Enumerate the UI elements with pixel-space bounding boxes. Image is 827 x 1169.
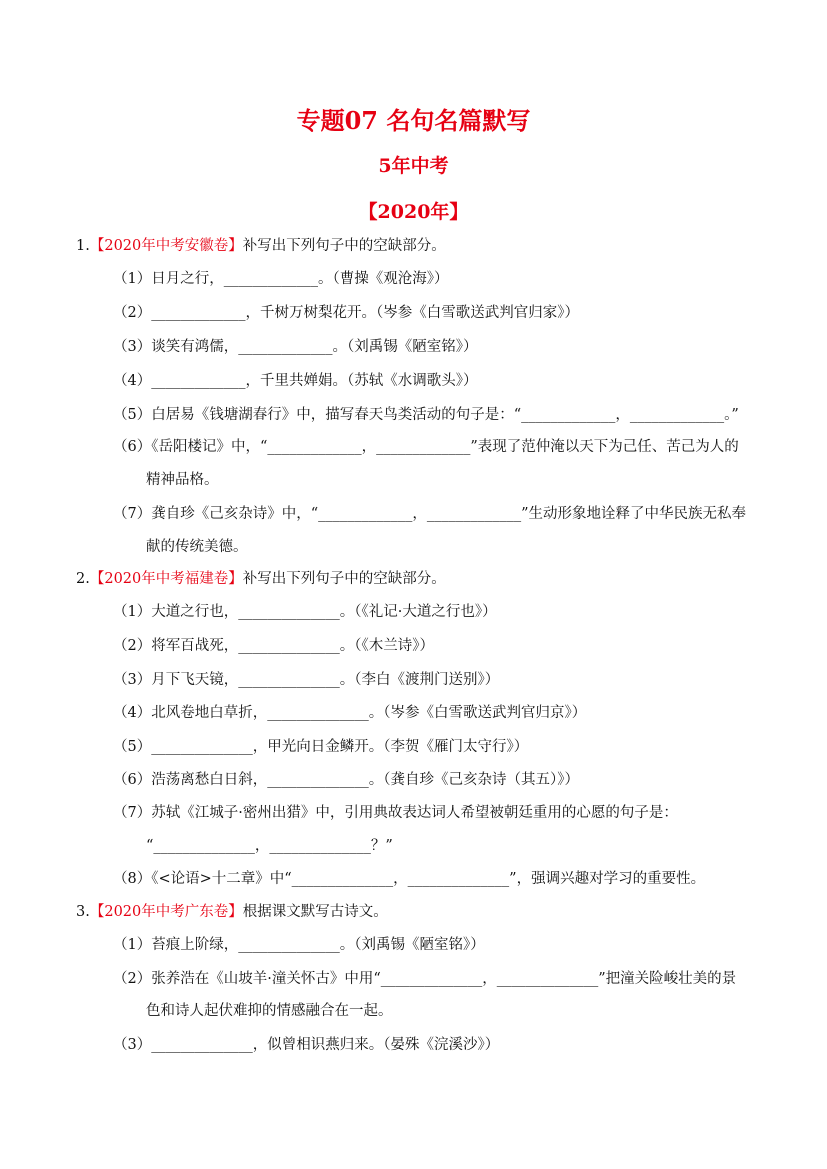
- question-item-continuation: 色和诗人起伏难抑的情感融合在一起。: [146, 1003, 393, 1019]
- page-subtitle: 5年中考: [378, 155, 449, 177]
- question-source: 【2020年中考安徽卷】: [89, 238, 243, 254]
- question-number: 3.: [76, 904, 90, 920]
- question-item: （5）白居易《钱塘湖春行》中，描写春天鸟类活动的句子是：“_____________，_____________。”: [113, 407, 739, 423]
- question-2-heading: [0, 568, 827, 590]
- question-item: （4）_____________，千里共婵娟。（苏轼《水调歌头》）: [113, 373, 478, 389]
- question-item: （5）______________，甲光向日金鳞开。（李贺《雁门太守行》）: [113, 739, 529, 755]
- question-item: （8）《<论语>十二章》中“______________，______________”，强调兴趣对学习的重要性。: [113, 871, 706, 887]
- question-item: （3）______________，似曾相识燕归来。（晏殊《浣溪沙》）: [113, 1037, 500, 1053]
- question-item: （6）《岳阳楼记》中，“_____________，_____________”表现了范仲淹以天下为己任、苦己为人的: [113, 439, 739, 455]
- year-section-heading: 【2020年】: [358, 201, 469, 223]
- question-source: 【2020年中考福建卷】: [89, 571, 243, 587]
- question-item: （3）月下飞天镜，______________。（李白《渡荆门送别》）: [113, 672, 500, 688]
- question-prompt: 补写出下列句子中的空缺部分。: [242, 238, 446, 254]
- question-item: （7）苏轼《江城子·密州出猎》中，引用典故表达词人希望被朝廷重用的心愿的句子是：: [113, 805, 678, 821]
- question-item-continuation: “______________，______________？”: [146, 838, 393, 854]
- question-3-heading: [0, 901, 827, 923]
- question-item: （2）_____________，千树万树梨花开。（岑参《白雪歌送武判官归家》）: [113, 305, 579, 321]
- question-number: 2.: [76, 571, 90, 587]
- question-item-continuation: 献的传统美德。: [146, 539, 248, 555]
- question-prompt: 补写出下列句子中的空缺部分。: [242, 571, 446, 587]
- question-item: （1）苔痕上阶绿，______________。（刘禹锡《陋室铭》）: [113, 937, 485, 953]
- question-number: 1.: [76, 238, 90, 254]
- page-title: 专题07 名句名篇默写: [296, 106, 531, 135]
- question-item: （3）谈笑有鸿儒，_____________。（刘禹锡《陋室铭》）: [113, 339, 478, 355]
- question-source: 【2020年中考广东卷】: [89, 904, 243, 920]
- question-item: （1）日月之行，_____________。（曹操《观沧海》）: [113, 271, 449, 287]
- question-item: （2）张养浩在《山坡羊·潼关怀古》中用“______________，______________”把潼关险峻壮美的景: [113, 971, 737, 987]
- question-item: （4）北风卷地白草折，______________。（岑参《白雪歌送武判官归京》）: [113, 705, 587, 721]
- question-item: （6）浩荡离愁白日斜，______________。（龚自珍《己亥杂诗（其五）》）: [113, 772, 579, 788]
- question-item-continuation: 精神品格。: [146, 472, 219, 488]
- question-item: （7）龚自珍《己亥杂诗》中，“_____________，_____________”生动形象地诠释了中华民族无私奉: [113, 506, 747, 522]
- question-item: （2）将军百战死，______________。（《木兰诗》）: [113, 638, 434, 654]
- question-item: （1）大道之行也，______________。（《礼记·大道之行也》）: [113, 604, 497, 620]
- question-prompt: 根据课文默写古诗文。: [242, 904, 388, 920]
- question-1-heading: [0, 235, 827, 257]
